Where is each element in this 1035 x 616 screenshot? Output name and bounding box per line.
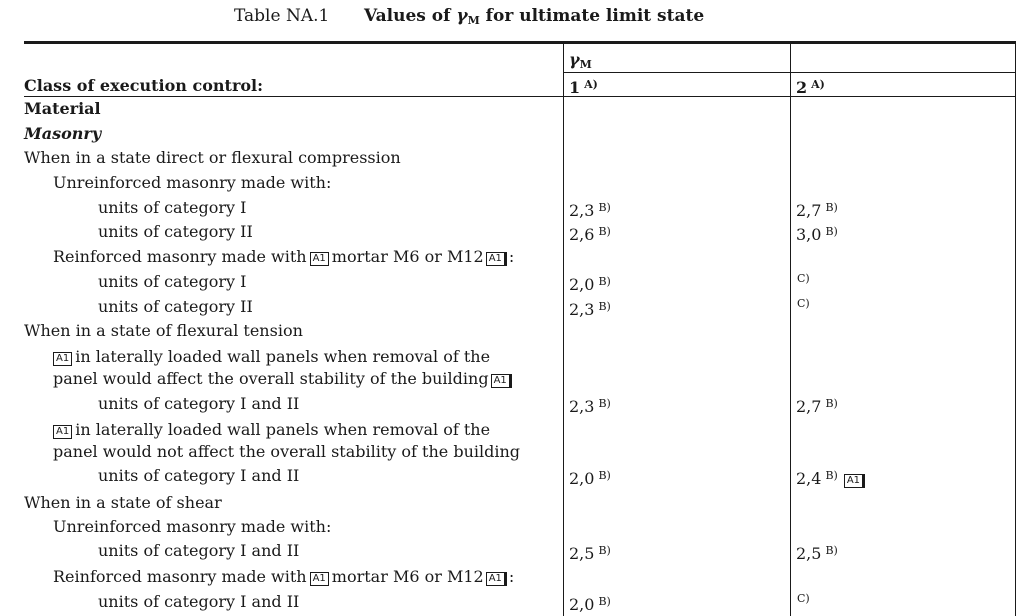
value-cell: 2,0 $^{B)}$	[569, 469, 611, 488]
amendment-open-icon: A1	[310, 252, 329, 266]
row-compression: When in a state direct or flexural compression	[24, 148, 401, 167]
col2-header: 2 $^{A)}$	[796, 78, 825, 97]
row-cat2b: units of category II	[98, 297, 253, 316]
value-cell: 2,5 $^{B)}$	[796, 544, 838, 563]
column-divider-1	[563, 44, 564, 616]
amendment-close-icon: A1	[491, 374, 512, 388]
row-lateral1a: A1 in laterally loaded wall panels when removal of the	[53, 347, 490, 366]
row-lateral1b: panel would affect the overall stability of the building A1	[53, 369, 514, 388]
column-divider-2	[790, 44, 791, 616]
row-tension: When in a state of flexural tension	[24, 321, 303, 340]
value-cell: 2,0 $^{B)}$	[569, 595, 611, 614]
row-reinforced: Reinforced masonry made with A1 mortar M6 or M12 A1 :	[53, 247, 515, 266]
row-reinforced2: Reinforced masonry made with A1 mortar M6 or M12 A1 :	[53, 567, 515, 586]
row-material: Material	[24, 99, 101, 118]
class-label: Class of execution control:	[24, 76, 264, 95]
table-number: Table NA.1	[234, 6, 330, 26]
row-cat12b: units of category I and II	[98, 466, 300, 485]
header-bottom-rule	[24, 96, 1016, 97]
note-cell: C)	[797, 272, 810, 285]
amendment-open-icon: A1	[53, 425, 72, 439]
row-masonry: Masonry	[24, 124, 102, 143]
value-cell: 2,7 $^{B)}$	[796, 397, 838, 416]
row-cat1b: units of category I	[98, 272, 247, 291]
amendment-open-icon: A1	[310, 572, 329, 586]
note-cell: C)	[797, 592, 810, 605]
value-cell: 2,3 $^{B)}$	[569, 300, 611, 319]
value-cell: 2,3 $^{B)}$	[569, 201, 611, 220]
value-cell: 2,7 $^{B)}$	[796, 201, 838, 220]
amendment-open-icon: A1	[53, 352, 72, 366]
row-unreinforced: Unreinforced masonry made with:	[53, 173, 332, 192]
amendment-close-icon: A1	[486, 252, 507, 266]
row-cat12c: units of category I and II	[98, 541, 300, 560]
column-divider-3	[1015, 44, 1016, 616]
col1-header: 1 $^{A)}$	[569, 78, 598, 97]
row-lateral2a: A1 in laterally loaded wall panels when removal of the	[53, 420, 490, 439]
row-unreinforced2: Unreinforced masonry made with:	[53, 517, 332, 536]
value-cell: 2,5 $^{B)}$	[569, 544, 611, 563]
row-shear: When in a state of shear	[24, 493, 222, 512]
row-cat12a: units of category I and II	[98, 394, 300, 413]
value-cell: 2,4 $^{B)}$ A1	[796, 466, 867, 488]
row-cat12d: units of category I and II	[98, 592, 300, 611]
row-cat2: units of category II	[98, 222, 253, 241]
value-cell: 2,3 $^{B)}$	[569, 397, 611, 416]
top-rule	[24, 41, 1016, 44]
value-cell: 2,0 $^{B)}$	[569, 275, 611, 294]
gamma-m-header: $\gamma_M$	[569, 50, 592, 71]
table-title: Values of $\gamma_M$ for ultimate limit state	[364, 6, 705, 27]
value-cell: 2,6 $^{B)}$	[569, 225, 611, 244]
row-cat1: units of category I	[98, 198, 247, 217]
value-cell: 3,0 $^{B)}$	[796, 225, 838, 244]
row-lateral2b: panel would not affect the overall stability of the building	[53, 442, 521, 461]
amendment-close-icon: A1	[844, 474, 865, 488]
amendment-close-icon: A1	[486, 572, 507, 586]
note-cell: C)	[797, 297, 810, 310]
